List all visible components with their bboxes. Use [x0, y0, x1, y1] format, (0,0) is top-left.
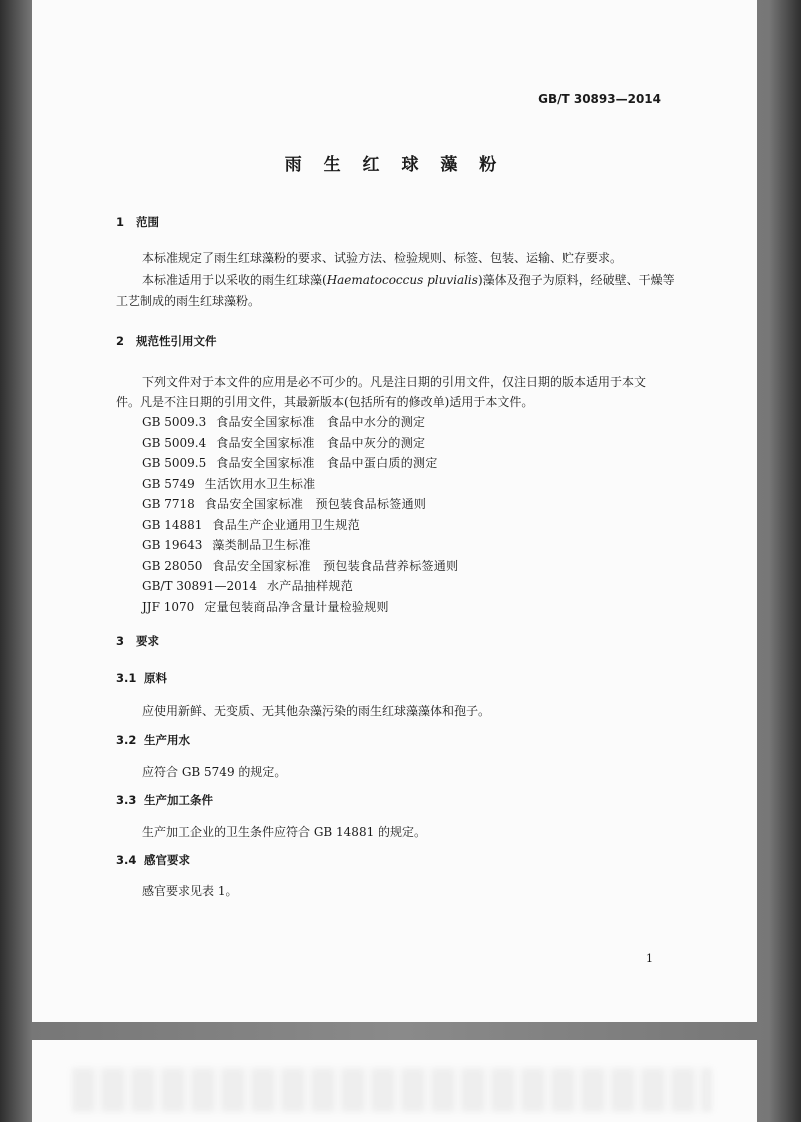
reference-item [142, 515, 458, 536]
reference-item [142, 453, 458, 474]
subsection-heading-water [116, 732, 190, 748]
section-title: 生产加工条件 [144, 793, 213, 807]
standard-code: GB/T 30893—2014 [538, 92, 661, 106]
section-number: 1 [116, 215, 125, 229]
section-number: 3.1 [116, 671, 137, 685]
page-number: 1 [646, 952, 653, 965]
document-page [32, 0, 757, 1022]
next-page-preview [32, 1040, 757, 1122]
section-heading-scope [116, 214, 159, 230]
latin-name: Haematococcus pluvialis [326, 273, 478, 287]
processing-text: 生产加工企业的卫生条件应符合 GB 14881 的规定。 [142, 825, 427, 839]
reference-item [142, 556, 458, 577]
reference-item [142, 474, 458, 495]
subsection-heading-sensory [116, 852, 190, 868]
reference-item [142, 494, 458, 515]
section-title: 范围 [136, 215, 159, 229]
reference-code: GB 28050 [142, 558, 203, 573]
reference-name: 食品安全国家标准 预包装食品营养标签通则 [212, 558, 459, 573]
section-title: 生产用水 [144, 733, 190, 747]
section-title: 原料 [144, 671, 167, 685]
reference-name: 食品生产企业通用卫生规范 [212, 517, 361, 532]
reference-code: GB 5009.3 [142, 415, 207, 429]
reference-name: 食品安全国家标准 预包装食品标签通则 [204, 497, 427, 511]
reference-name: 生活饮用水卫生标准 [204, 476, 316, 491]
reference-name: 食品安全国家标准 食品中水分的测定 [216, 415, 426, 429]
reference-item [142, 576, 458, 597]
reference-code: GB 5749 [142, 476, 195, 491]
section-title: 感官要求 [144, 853, 190, 867]
reference-code: GB 19643 [142, 538, 203, 552]
section-number: 3.3 [116, 793, 137, 807]
reference-item [142, 535, 458, 556]
normative-intro-line-1: 下列文件对于本文件的应用是必不可少的。凡是注日期的引用文件，仅注日期的版本适用于本文 [142, 375, 647, 389]
reference-code: GB 7718 [142, 497, 195, 511]
reference-list [142, 412, 458, 617]
reference-code: GB 5009.4 [142, 435, 207, 450]
reference-item [142, 597, 458, 618]
section-title: 要求 [136, 634, 159, 648]
document-title: 雨 生 红 球 藻 粉 [284, 155, 505, 175]
water-text: 应符合 GB 5749 的规定。 [142, 765, 287, 779]
reference-item [142, 433, 458, 454]
raw-material-text: 应使用新鲜、无变质、无其他杂藻污染的雨生红球藻藻体和孢子。 [142, 704, 491, 718]
scope-paragraph-2-cont: 工艺制成的雨生红球藻粉。 [116, 294, 261, 308]
reference-code: GB 14881 [142, 517, 203, 532]
scope-paragraph-2: 本标准适用于以采收的雨生红球藻(Haematococcus pluvialis)藻体及孢子为原料，经破壁、干燥等 [142, 273, 675, 287]
section-number: 3 [116, 634, 125, 648]
reference-name: 食品安全国家标准 食品中灰分的测定 [216, 435, 426, 450]
blurred-text-area [72, 1068, 712, 1112]
subsection-heading-processing [116, 792, 213, 808]
scope-paragraph-1: 本标准规定了雨生红球藻粉的要求、试验方法、检验规则、标签、包装、运输、贮存要求。 [142, 251, 623, 265]
reference-name: 食品安全国家标准 食品中蛋白质的测定 [216, 456, 438, 470]
reference-name: 水产品抽样规范 [266, 579, 354, 593]
reference-code: GB/T 30891—2014 [142, 579, 257, 593]
normative-intro-line-2: 件。凡是不注日期的引用文件，其最新版本(包括所有的修改单)适用于本文件。 [116, 395, 534, 409]
section-number: 3.2 [116, 733, 137, 747]
section-heading-requirements [116, 633, 159, 649]
subsection-heading-raw-material [116, 670, 167, 686]
reference-item [142, 412, 458, 433]
section-number: 3.4 [116, 853, 137, 867]
reference-name: 定量包装商品净含量计量检验规则 [204, 599, 389, 614]
reference-code: JJF 1070 [142, 599, 195, 614]
section-number: 2 [116, 334, 125, 348]
section-title: 规范性引用文件 [136, 334, 217, 348]
reference-code: GB 5009.5 [142, 456, 207, 470]
section-heading-normative [116, 333, 217, 349]
reference-name: 藻类制品卫生标准 [212, 538, 311, 552]
sensory-text: 感官要求见表 1。 [142, 884, 238, 898]
